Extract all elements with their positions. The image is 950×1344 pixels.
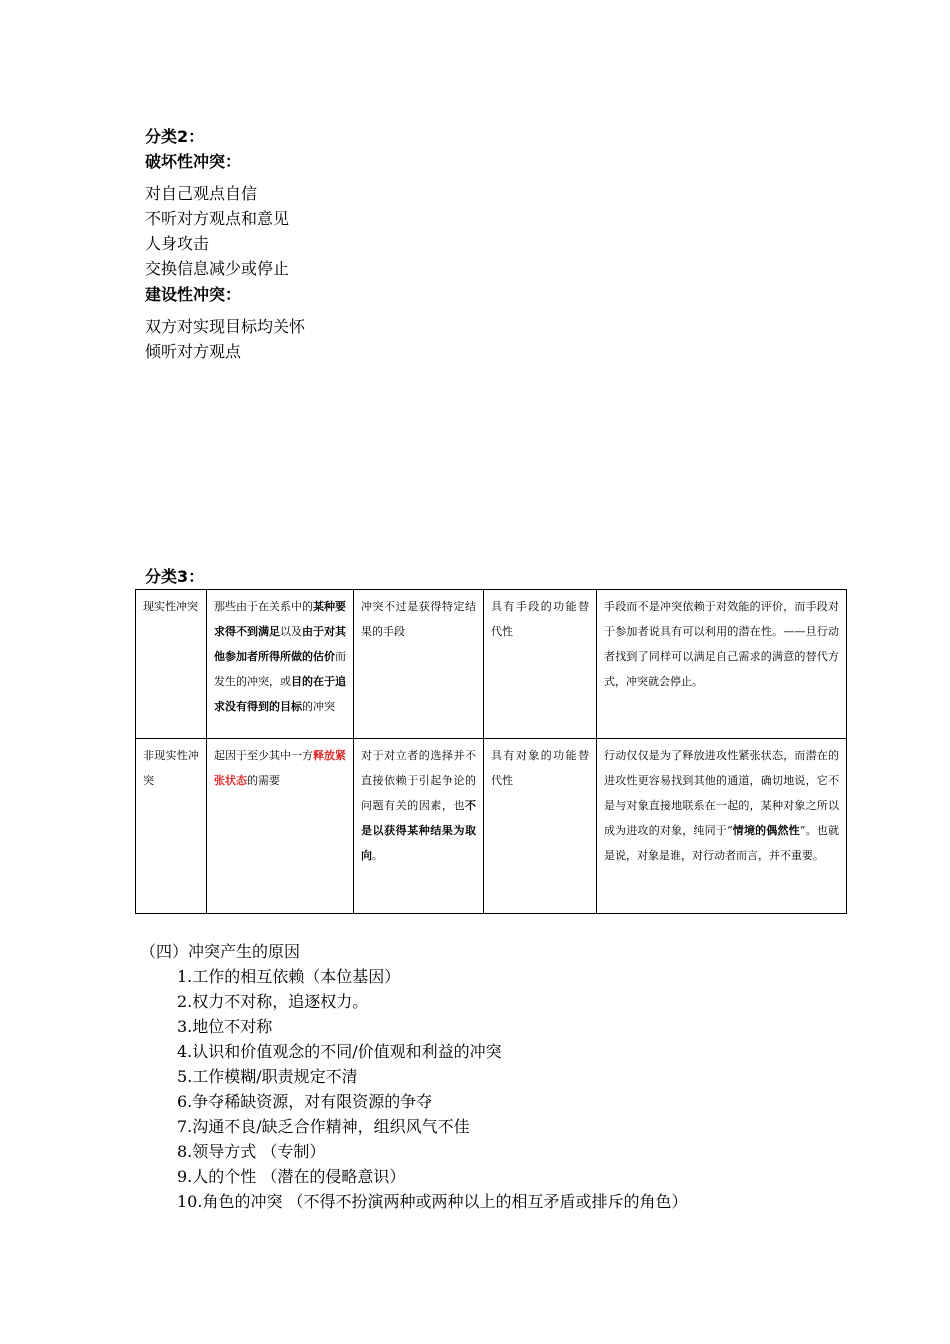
cell-text: 的冲突 (302, 700, 335, 713)
cell-text: 对于对立者的选择并不直接依赖于引起争论的问题有关的因素，也 (361, 749, 476, 812)
constructive-conflict-heading: 建设性冲突： (145, 285, 242, 304)
cause-item: 4.认识和价值观念的不同/价值观和利益的冲突 (177, 1042, 502, 1061)
constructive-item: 双方对实现目标均关怀 (145, 317, 306, 336)
cause-item: 10.角色的冲突 （不得不扮演两种或两种以上的相互矛盾或排斥的角色） (177, 1192, 688, 1211)
cause-item: 6.争夺稀缺资源，对有限资源的争夺 (177, 1092, 433, 1111)
cell-text: 起因于至少其中一方 (214, 749, 313, 762)
alternative-cell: 具有手段的功能替代性 (484, 590, 597, 739)
cell-text: 的需要 (247, 774, 280, 787)
definition-cell (207, 739, 354, 914)
constructive-item: 倾听对方观点 (145, 342, 242, 361)
cause-item: 7.沟通不良/缺乏合作精神，组织风气不佳 (177, 1117, 470, 1136)
cause-item: 8.领导方式 （专制） (177, 1142, 326, 1161)
emphasized-text: 情境的偶然性 (732, 824, 800, 837)
class3-heading: 分类3： (145, 567, 205, 586)
cell-text: 手段而不是冲突依赖于对效能的评价，而手段对于参加者说具有可以利用的潜在性。——旦行动者找到了同样可以满足自己需求的满意的替代方式，冲突就会停止。 (604, 600, 839, 688)
emphasized-text: 由于对其他参加者所得所做的估价 (214, 625, 346, 663)
means-cell (354, 590, 484, 739)
cell-text: 以及 (280, 625, 302, 638)
destructive-item: 不听对方观点和意见 (145, 209, 290, 228)
table-row (136, 590, 847, 739)
destructive-conflict-heading: 破坏性冲突： (145, 152, 242, 171)
cell-text: ”。也就是说，对象是谁，对行动者而言，并不重要。 (604, 824, 840, 862)
cell-text: 。 (372, 849, 383, 862)
definition-cell (207, 590, 354, 739)
cause-item: 9.人的个性 （潜在的侵略意识） (177, 1167, 406, 1186)
cell-text: 冲突不过是获得特定结果的手段 (361, 600, 476, 638)
cause-item: 2.权力不对称，追逐权力。 (177, 992, 369, 1011)
means-cell (354, 739, 484, 914)
emphasized-text: 释放紧张状态 (214, 749, 346, 787)
conflict-type-cell: 非现实性冲突 (136, 739, 207, 914)
cell-text: 而发生的冲突，或 (214, 650, 346, 688)
emphasized-text: 目的在于追求没有得到的目标 (214, 675, 346, 713)
conflict-type-cell: 现实性冲突 (136, 590, 207, 739)
explanation-cell (597, 590, 847, 739)
conflict-type-table (135, 589, 847, 914)
alternative-cell: 具有对象的功能替代性 (484, 739, 597, 914)
destructive-item: 对自己观点自信 (145, 184, 258, 203)
table-row (136, 739, 847, 914)
cell-text: 那些由于在关系中的 (214, 600, 313, 613)
cell-text: 行动仅仅是为了释放进攻性紧张状态，而潜在的进攻性更容易找到其他的通道，确切地说，它不是与对象直接地联系在一起的，某种对象之所以成为进攻的对象，纯同于“ (604, 749, 839, 837)
destructive-item: 交换信息减少或停止 (145, 259, 290, 278)
destructive-item: 人身攻击 (145, 234, 210, 253)
causes-title: （四）冲突产生的原因 (140, 942, 301, 961)
explanation-cell (597, 739, 847, 914)
emphasized-text: 某种要求得不到满足 (214, 600, 346, 638)
cause-item: 5.工作模糊/职责规定不清 (177, 1067, 358, 1086)
emphasized-text: 不是以获得某种结果为取向 (361, 799, 476, 862)
cause-item: 3.地位不对称 (177, 1017, 273, 1036)
cause-item: 1.工作的相互依赖（本位基因） (177, 967, 401, 986)
class2-heading: 分类2： (145, 127, 205, 146)
